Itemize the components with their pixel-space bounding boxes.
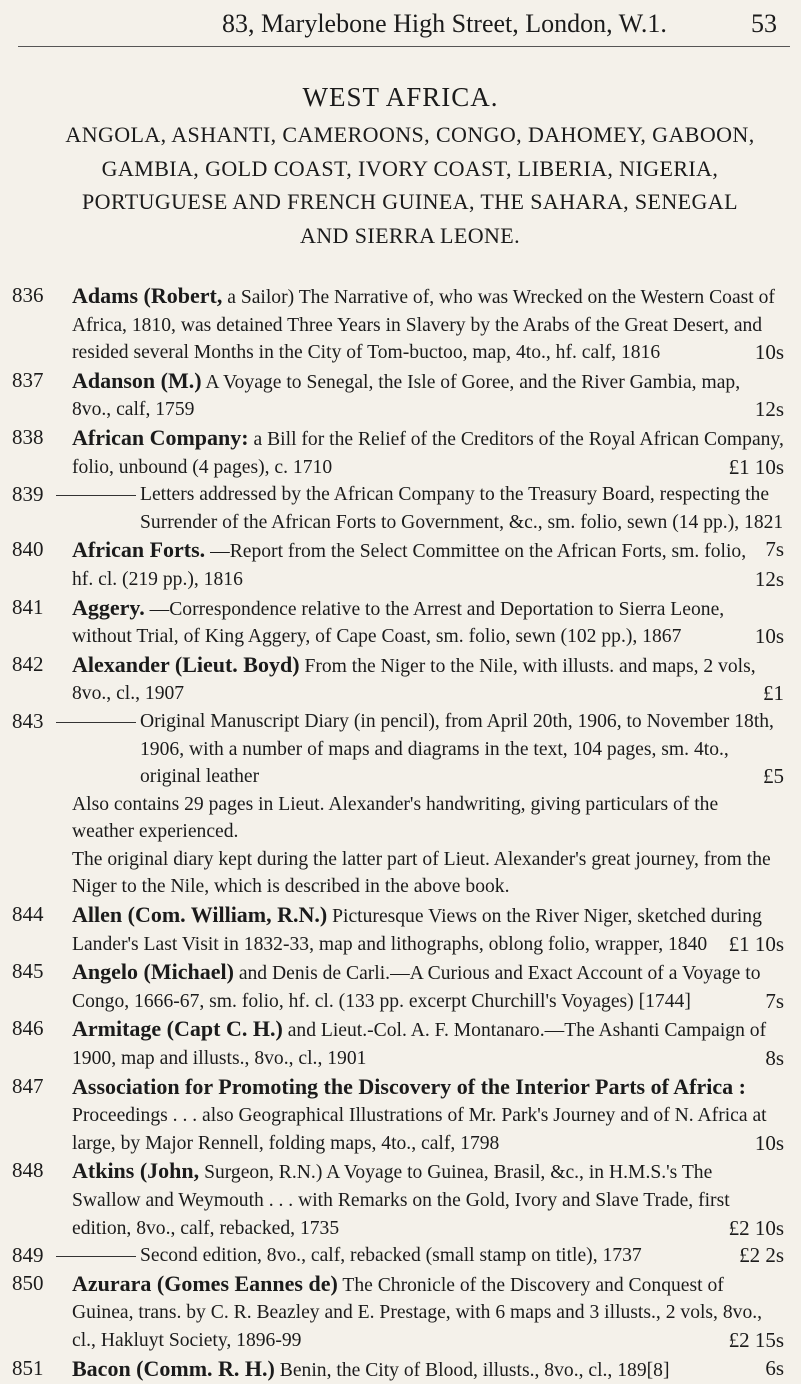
entry-description: a Sailor) The Narrative of, who was Wrecked on the Western Coast of Africa, 1810, was detained Three Years in Slavery by the Arabs of the Great Desert, and resided several Months in the City of Tom-buctoo, map, 4to., hf. calf, 1816 [72, 287, 775, 364]
entry-description: —Report from the Select Committee on the African Forts, sm. folio, hf. cl. (219 pp.), 1816 [72, 541, 747, 590]
entry-number: 851 [12, 1355, 44, 1380]
catalogue-entry [12, 901, 784, 958]
ditto-dash [56, 1256, 136, 1257]
section-title: WEST AFRICA. [302, 82, 499, 112]
header-location: 83, Marylebone High Street, London, W.1. [222, 9, 667, 38]
entry-author: Adanson (M.) [72, 367, 202, 393]
entry-notes [12, 791, 784, 901]
catalogue-entry [12, 1015, 784, 1072]
entry-price: 10s [754, 624, 784, 649]
ditto-dash [56, 495, 136, 496]
entry-author: Armitage (Capt C. H.) [72, 1016, 283, 1042]
entry-number: 842 [12, 651, 44, 676]
catalogue-entry [12, 1073, 784, 1158]
entry-number: 838 [12, 424, 44, 449]
catalogue-entry [12, 367, 784, 424]
entry-author: Aggery. [72, 594, 145, 620]
entry-number: 849 [12, 1243, 44, 1268]
entry-author: Association for Promoting the Discovery of the Interior Parts of Africa : [72, 1073, 746, 1099]
catalogue-entry [12, 282, 784, 367]
catalogue-entry [12, 651, 784, 708]
entry-description: Letters addressed by the African Company to the Treasury Board, respecting the Surrender of the African Forts to Government, &c., sm. folio, sewn (14 pp.), 1821 [140, 484, 784, 533]
entry-author: Adams (Robert, [72, 283, 223, 308]
entry-number: 844 [12, 902, 44, 927]
entry-description: —Correspondence relative to the Arrest and Deportation to Sierra Leone, without Trial, of King Aggery, of Cape Coast, sm. folio, sewn (102 pp.), 1867 [72, 598, 725, 648]
entry-description: Original Manuscript Diary (in pencil), from April 20th, 1906, to November 18th, 1906, with a number of maps and diagrams in the text, 104 pages, sm. 4to., original leather [140, 710, 774, 788]
entry-description: and Denis de Carli.—A Curious and Exact Account of a Voyage to Congo, 1666-67, sm. folio, hf. cl. (133 pp. excerpt Churchill's Voyages) [1744] [72, 963, 761, 1012]
entry-author: Bacon (Comm. R. H.) [72, 1355, 275, 1381]
entry-description: Proceedings . . . also Geographical Illustrations of Mr. Park's Journey and of N. Africa at large, by Major Rennell, folding maps, 4to., calf, 1798 [72, 1105, 767, 1154]
entry-price: 10s [754, 340, 784, 365]
entry-description: Surgeon, R.N.) A Voyage to Guinea, Brasil, &c., in H.M.S.'s The Swallow and Weymouth . . . with Remarks on the Gold, Ivory and Slave Trade, first edition, 8vo., calf, rebacked, 1735 [72, 1162, 730, 1239]
entry-number: 848 [12, 1158, 44, 1183]
header-rule [18, 46, 790, 47]
entry-number: 836 [12, 283, 44, 307]
ditto-dash [56, 722, 136, 723]
entry-number: 841 [12, 594, 44, 619]
note-paragraph: Also contains 29 pages in Lieut. Alexander's handwriting, giving particulars of the weather experienced. [72, 793, 719, 843]
catalogue-entry [12, 1157, 784, 1242]
entry-number: 845 [12, 959, 44, 984]
entry-author: Allen (Com. William, R.N.) [72, 902, 328, 928]
entry-description: a Bill for the Relief of the Creditors of the Royal African Company, folio, unbound (4 pages), c. 1710 [72, 428, 784, 478]
entry-price: £5 [763, 764, 784, 789]
entry-description: From the Niger to the Nile, with illusts. and maps, 2 vols, 8vo., cl., 1907 [72, 655, 756, 705]
page-number: 53 [751, 9, 777, 38]
section-regions: ANGOLA, ASHANTI, CAMEROONS, CONGO, DAHOMEY, GABOON, GAMBIA, GOLD COAST, IVORY COAST, LIBERIA, NIGERIA, PORTUGUESE AND FRENCH GUINEA, THE SAHARA, SENEGAL AND SIERRA LEONE. [65, 122, 755, 248]
entry-author: Azurara (Gomes Eannes de) [72, 1270, 338, 1296]
entry-price: £1 10s [728, 454, 784, 479]
catalogue-entry [12, 1242, 784, 1270]
entry-author: Angelo (Michael) [72, 959, 234, 985]
entry-number: 839 [12, 482, 44, 507]
entry-author: Atkins (John, [72, 1158, 200, 1184]
entry-price: 12s [754, 397, 784, 422]
entry-number: 847 [12, 1073, 44, 1098]
entry-description: Second edition, 8vo., calf, rebacked (small stamp on title), 1737 [140, 1245, 642, 1267]
entry-number: 846 [12, 1016, 44, 1041]
entry-price: 6s [765, 1355, 784, 1380]
entry-price: 12s [754, 566, 784, 591]
entry-author: African Forts. [72, 537, 206, 563]
entry-number: 840 [12, 537, 44, 562]
entry-price: £2 2s [739, 1243, 784, 1268]
catalogue-entry [12, 424, 784, 481]
entry-price: £2 10s [728, 1215, 784, 1240]
entry-description: A Voyage to Senegal, the Isle of Goree, and the River Gambia, map, 8vo., calf, 1759 [72, 371, 741, 421]
entry-price: 7s [765, 537, 784, 562]
note-paragraph: The original diary kept during the latter part of Lieut. Alexander's great journey, from the Niger to the Nile, which is described in the above book. [72, 848, 771, 898]
catalogue-entry [12, 536, 784, 593]
entry-number: 850 [12, 1270, 44, 1295]
catalogue-entries [12, 282, 784, 1384]
entry-number: 837 [12, 367, 44, 392]
entry-price: £1 10s [728, 931, 784, 956]
entry-author: Alexander (Lieut. Boyd) [72, 651, 300, 677]
entry-price: £1 [763, 681, 784, 706]
entry-price: 8s [765, 1046, 784, 1071]
entry-price: 7s [765, 988, 784, 1013]
entry-author: African Company: [72, 424, 249, 450]
entry-description: The Chronicle of the Discovery and Conquest of Guinea, trans. by C. R. Beazley and E. Prestage, with 6 maps and 3 illusts., 2 vols, 8vo., cl., Hakluyt Society, 1896-99 [72, 1274, 763, 1351]
entry-description: Benin, the City of Blood, illusts., 8vo., cl., 189[8] [279, 1359, 670, 1381]
entry-price: £2 15s [728, 1327, 784, 1352]
entry-description: and Lieut.-Col. A. F. Montanaro.—The Ashanti Campaign of 1900, map and illusts., 8vo., cl., 1901 [72, 1020, 767, 1070]
catalogue-entry [12, 708, 784, 791]
entry-description: Picturesque Views on the River Niger, sketched during Lander's Last Visit in 1832-33, map and lithographs, oblong folio, wrapper, 1840 [72, 906, 762, 955]
catalogue-entry [12, 1270, 784, 1355]
catalogue-entry [12, 1355, 784, 1384]
entry-number: 843 [12, 708, 44, 733]
catalogue-entry [12, 958, 784, 1015]
page-header [0, 4, 801, 44]
entry-price: 10s [754, 1130, 784, 1155]
catalogue-entry [12, 594, 784, 651]
